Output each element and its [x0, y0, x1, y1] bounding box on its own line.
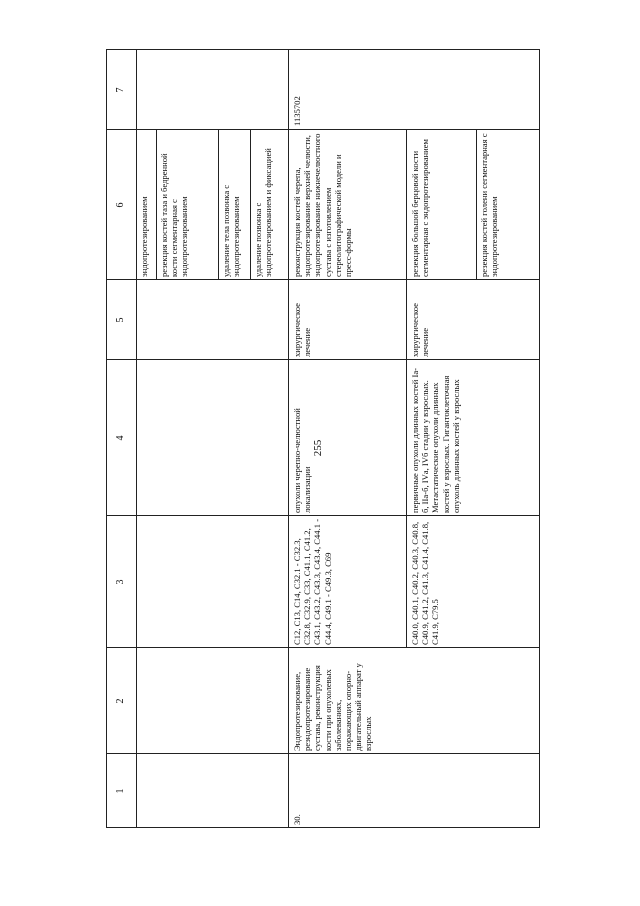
page-number: 255 — [312, 439, 324, 457]
column-header-6: 6 — [115, 202, 126, 208]
patient-model: опухоли черепно-челюстной локализации — [292, 408, 313, 513]
procedure-cell: реконструкция костей черепа, эндопротезирование верхней челюсти, эндопротезирование нижнечелюстного сустава с изготовлением стереолитографической модели и пресс-формы — [292, 133, 354, 277]
diagnosis-codes: C40.0, C40.1, C40.2, C40.3, C40.8, C40.9, C41.2, C41.3, C41.4, C41.8, C41.9, C79.5 — [410, 521, 441, 645]
treatment-type: хирургическое лечение — [410, 303, 431, 357]
row-name: Эндопротезирование, реэндопротезирование сустава, реконструкция кости при опухолевых заболеваниях, поражающих опорно-двигательный аппарат у взрослых — [292, 663, 374, 751]
procedure-cell: резекция костей голени сегментарная с эндопротезированием — [479, 133, 500, 277]
procedure-cell: удаление позвонка с эндопротезированием и фиксацией — [253, 148, 274, 277]
treatment-type: хирургическое лечение — [292, 303, 313, 357]
column-header-2: 2 — [115, 698, 126, 704]
column-header-5: 5 — [115, 317, 126, 323]
procedure-cell: эндопротезированием — [139, 196, 149, 277]
procedure-cell: удаление тела позвонка с эндопротезированием — [221, 184, 242, 277]
procedure-cell: резекция костей таза и бедренной кости сегментарная с эндопротезированием — [159, 153, 190, 277]
patient-model: первичные опухоли длинных костей Iа-б, IIа-б, IVа, IVб стадии у взрослых. Метастатические опухоли длинных костей у взрослых. Гигантоклеточная опухоль длинных костей у взрослых — [410, 367, 461, 513]
column-header-3: 3 — [115, 579, 126, 585]
specialized-care-table — [106, 49, 540, 828]
row-price: 1135702 — [292, 96, 302, 126]
diagnosis-codes: C12, C13, C14, C32.1 - C32.3, C32.8, C32.9, C33, C41.1, C41.2, C43.1, C43.2, C43.3, C43.4, C44.1 - C44.4, C49.1 - C49.3, C69 — [292, 518, 333, 645]
column-header-1: 1 — [115, 788, 126, 794]
procedure-cell: резекция большой берцовой кости сегментарная с эндопротезированием — [410, 139, 431, 277]
column-header-7: 7 — [115, 87, 126, 93]
row-number: 30. — [292, 814, 302, 825]
column-header-4: 4 — [115, 435, 126, 441]
